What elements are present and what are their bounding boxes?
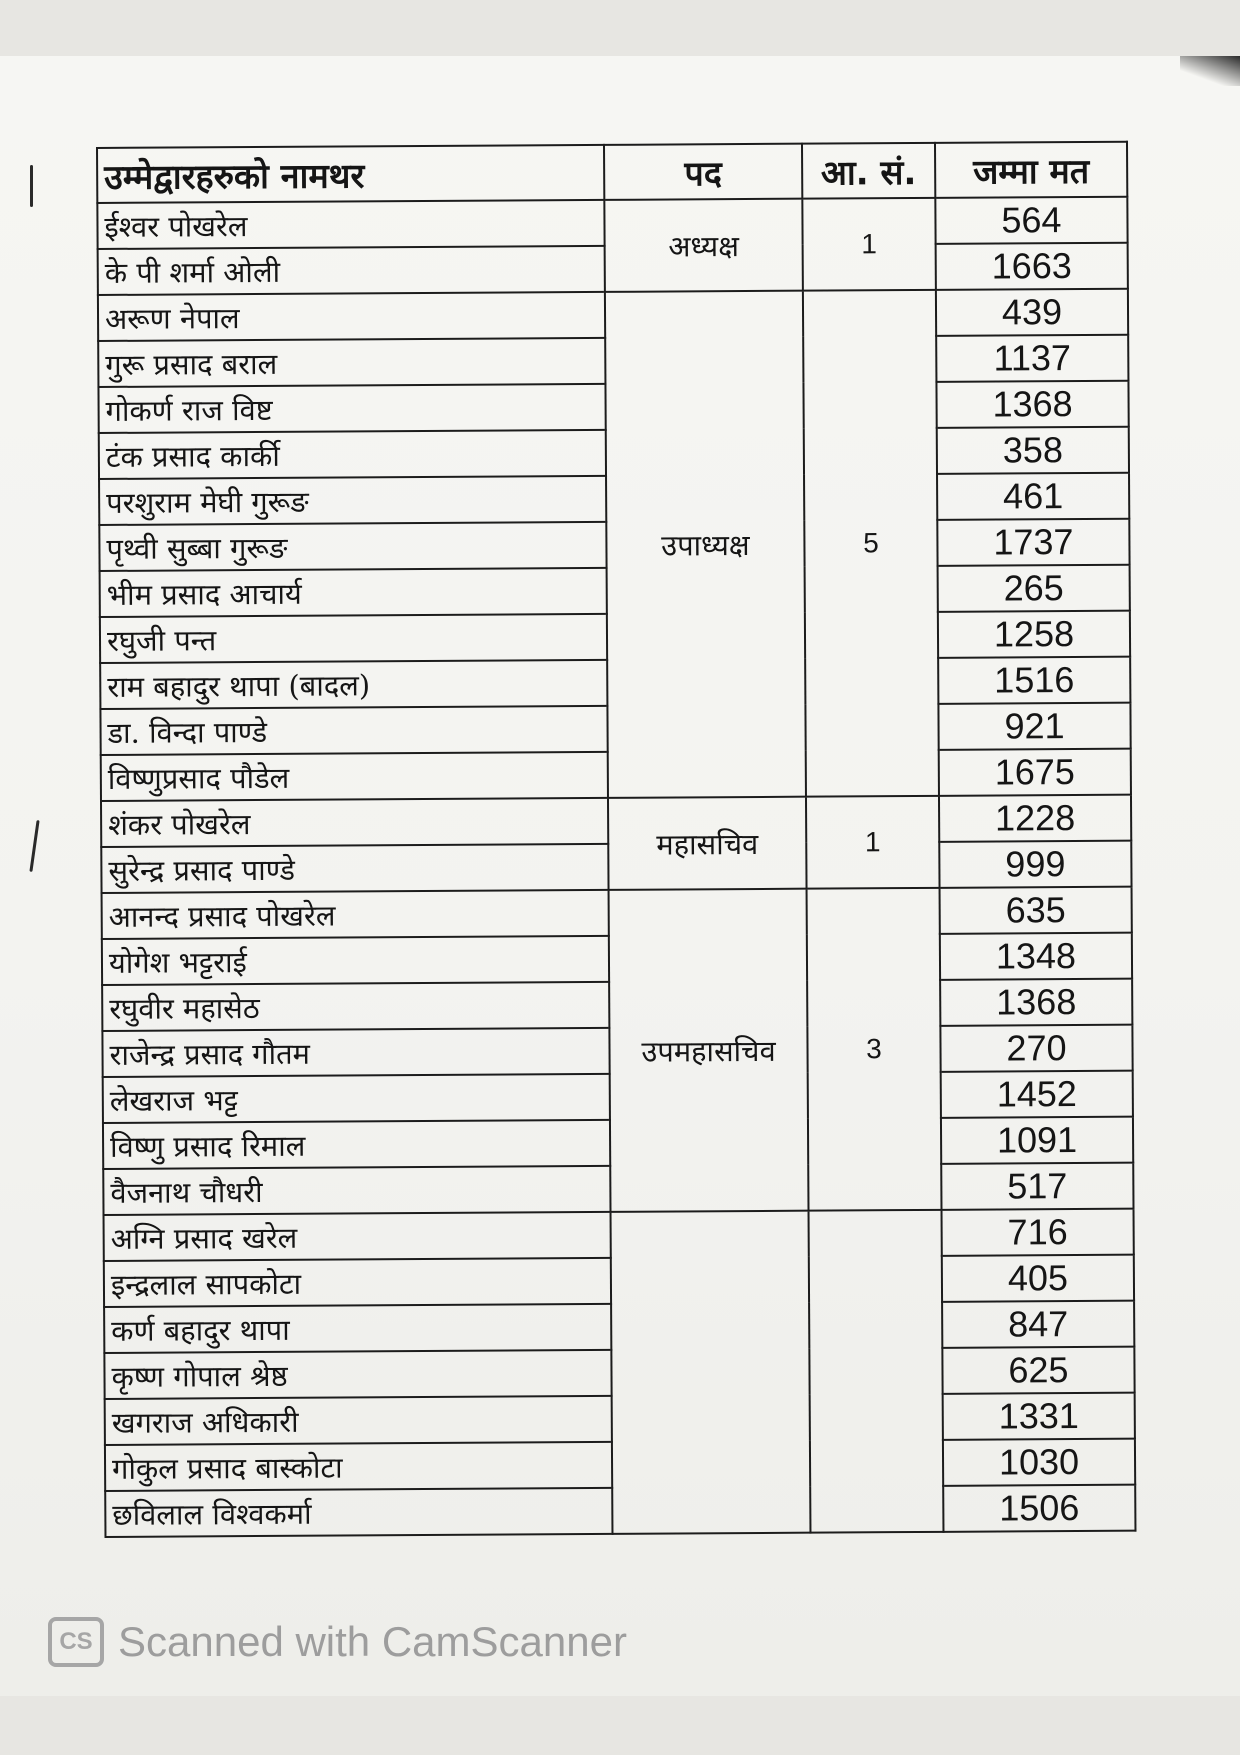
total-votes: 1675	[939, 749, 1131, 796]
candidate-name: विष्णुप्रसाद पौडेल	[101, 752, 608, 801]
total-votes: 1516	[938, 657, 1130, 704]
candidate-name: विष्णु प्रसाद रिमाल	[103, 1120, 610, 1169]
margin-pen-mark	[30, 165, 33, 207]
table-row	[97, 197, 1127, 249]
results-table-wrapper	[96, 141, 1134, 1538]
post-cell	[611, 1211, 811, 1534]
total-votes: 1506	[943, 1485, 1135, 1532]
total-votes: 358	[937, 427, 1129, 474]
header-candidate-name: उम्मेद्वारहरुको नामथर	[97, 145, 604, 203]
total-votes: 716	[942, 1209, 1134, 1256]
total-votes: 625	[942, 1347, 1134, 1394]
candidate-name: के पी शर्मा ओली	[98, 246, 605, 295]
total-votes: 1331	[943, 1393, 1135, 1440]
seat-count-cell	[809, 1210, 944, 1533]
total-votes: 1663	[936, 243, 1128, 290]
candidate-name: खगराज अधिकारी	[105, 1396, 612, 1445]
table-row	[101, 795, 1131, 847]
candidate-name: अग्नि प्रसाद खरेल	[104, 1212, 611, 1261]
total-votes: 1228	[939, 795, 1131, 842]
candidate-name: भीम प्रसाद आचार्य	[100, 568, 607, 617]
candidate-name: परशुराम मेघी गुरूङ	[99, 476, 606, 525]
total-votes: 1258	[938, 611, 1130, 658]
candidate-name: राम बहादुर थापा (बादल)	[100, 660, 607, 709]
candidate-name: इन्द्रलाल सापकोटा	[104, 1258, 611, 1307]
candidate-name: डा. विन्दा पाण्डे	[100, 706, 607, 755]
camscanner-watermark	[48, 1614, 627, 1670]
total-votes: 1368	[936, 381, 1128, 428]
header-total-votes: जम्मा मत	[935, 142, 1127, 198]
candidate-name: गोकुल प्रसाद बास्कोटा	[105, 1442, 612, 1491]
seat-count-cell: 3	[807, 888, 942, 1211]
candidate-name: अरूण नेपाल	[98, 292, 605, 341]
total-votes: 921	[938, 703, 1130, 750]
candidate-name: आनन्द प्रसाद पोखरेल	[102, 890, 609, 939]
total-votes: 1091	[941, 1117, 1133, 1164]
watermark-text: Scanned with CamScanner	[118, 1618, 627, 1665]
candidate-name: वैजनाथ चौधरी	[103, 1166, 610, 1215]
total-votes: 265	[938, 565, 1130, 612]
total-votes: 999	[939, 841, 1131, 888]
candidate-name: टंक प्रसाद कार्की	[99, 430, 606, 479]
table-row	[98, 289, 1128, 341]
candidate-name: कर्ण बहादुर थापा	[104, 1304, 611, 1353]
total-votes: 1737	[937, 519, 1129, 566]
candidate-name: रघुवीर महासेठ	[102, 982, 609, 1031]
total-votes: 564	[935, 197, 1127, 244]
post-cell: उपमहासचिव	[609, 889, 809, 1212]
candidate-name: कृष्ण गोपाल श्रेष्ठ	[104, 1350, 611, 1399]
table-body	[97, 197, 1135, 1537]
candidate-name: गुरू प्रसाद बराल	[98, 338, 605, 387]
camscanner-logo-icon: CS	[48, 1617, 104, 1667]
total-votes: 1137	[936, 335, 1128, 382]
total-votes: 517	[941, 1163, 1133, 1210]
total-votes: 270	[940, 1025, 1132, 1072]
total-votes: 405	[942, 1255, 1134, 1302]
page-corner-shadow	[1180, 56, 1240, 86]
candidate-name: लेखराज भट्ट	[103, 1074, 610, 1123]
candidate-name: योगेश भट्टराई	[102, 936, 609, 985]
total-votes: 1030	[943, 1439, 1135, 1486]
seat-count-cell: 5	[803, 290, 939, 797]
header-seats: आ. सं.	[802, 143, 935, 199]
total-votes: 1452	[941, 1071, 1133, 1118]
total-votes: 461	[937, 473, 1129, 520]
candidate-name: छविलाल विश्वकर्मा	[105, 1488, 612, 1537]
total-votes: 1348	[940, 933, 1132, 980]
candidate-name: रघुजी पन्त	[100, 614, 607, 663]
candidate-name: राजेन्द्र प्रसाद गौतम	[102, 1028, 609, 1077]
post-cell: उपाध्यक्ष	[605, 291, 806, 798]
candidate-name: ईश्वर पोखरेल	[97, 200, 604, 249]
election-results-table	[96, 141, 1136, 1538]
total-votes: 847	[942, 1301, 1134, 1348]
table-row	[102, 887, 1132, 939]
table-header-row	[97, 142, 1127, 203]
total-votes: 635	[940, 887, 1132, 934]
candidate-name: गोकर्ण राज विष्ट	[98, 384, 605, 433]
header-post: पद	[604, 144, 802, 200]
total-votes: 439	[936, 289, 1128, 336]
candidate-name: सुरेन्द्र प्रसाद पाण्डे	[101, 844, 608, 893]
seat-count-cell: 1	[806, 796, 940, 889]
seat-count-cell: 1	[802, 198, 936, 291]
total-votes: 1368	[940, 979, 1132, 1026]
table-row	[104, 1209, 1134, 1261]
candidate-name: शंकर पोखरेल	[101, 798, 608, 847]
post-cell: महासचिव	[608, 797, 807, 890]
post-cell: अध्यक्ष	[604, 199, 803, 292]
candidate-name: पृथ्वी सुब्बा गुरूङ	[99, 522, 606, 571]
